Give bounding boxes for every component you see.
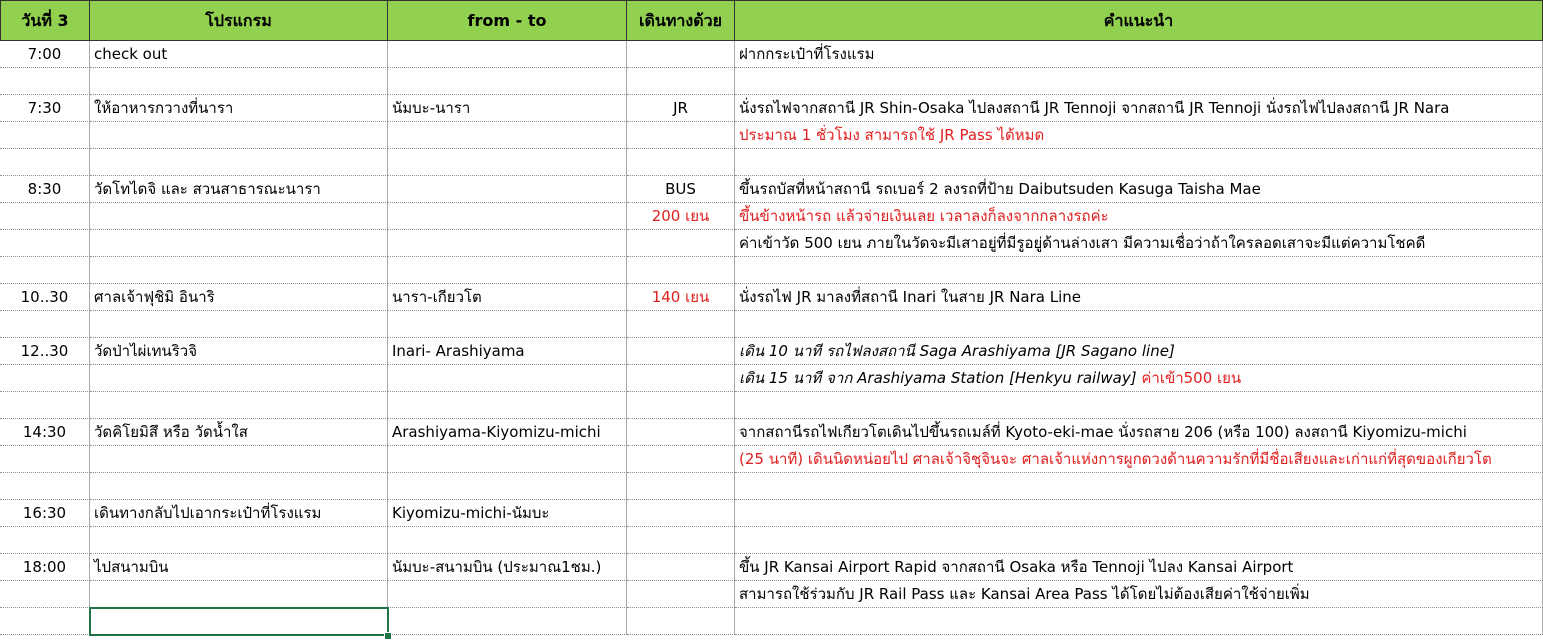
route-cell[interactable]	[388, 203, 627, 230]
table-row	[0, 527, 1543, 554]
route-cell[interactable]: Arashiyama-Kiyomizu-michi	[388, 419, 627, 446]
program-cell[interactable]	[90, 527, 388, 554]
advice-cell[interactable]	[735, 500, 1543, 527]
route-cell[interactable]	[388, 581, 627, 608]
advice-text: เดิน 10 นาที รถไฟลงสถานี Saga Arashiyama [JR Sagano line]	[739, 342, 1175, 360]
transport-cell[interactable]	[627, 149, 735, 176]
route-cell[interactable]: นัมบะ-นารา	[388, 95, 627, 122]
transport-cell[interactable]	[627, 122, 735, 149]
advice-text: นั่งรถไฟ JR มาลงที่สถานี Inari ในสาย JR Nara Line	[739, 288, 1082, 306]
advice-text: ประมาณ 1 ชั่วโมง สามารถใช้ JR Pass ได้หมด	[739, 126, 1045, 144]
advice-text: จากสถานีรถไฟเกียวโตเดินไปขึ้นรถเมล์ที่ Kyoto-eki-mae นั่งรถสาย 206 (หรือ 100) ลงสถานี Kiyomizu-michi	[739, 423, 1467, 441]
table-row	[0, 365, 1543, 392]
advice-text: (25 นาที) เดินนิดหน่อยไป ศาลเจ้าจิชุจินจะ ศาลเจ้าแห่งการผูกดวงด้านความรักที่มีชื่อเสียงและเก่าแก่ที่สุดของเกียวโต	[739, 450, 1492, 468]
advice-text: ฝากกระเป๋าที่โรงแรม	[739, 45, 875, 63]
advice-cell[interactable]	[735, 149, 1543, 176]
transport-cell[interactable]	[627, 608, 735, 635]
route-cell[interactable]: นัมบะ-สนามบิน (ประมาณ1ชม.)	[388, 554, 627, 581]
route-cell[interactable]	[388, 41, 627, 68]
table-row	[0, 473, 1543, 500]
time-cell[interactable]: 16:30	[0, 500, 90, 527]
time-cell[interactable]: 18:00	[0, 554, 90, 581]
program-cell[interactable]	[90, 257, 388, 284]
transport-cell[interactable]	[627, 257, 735, 284]
advice-text: ค่าเข้าวัด 500 เยน ภายในวัดจะมีเสาอยู่ที่มีรูอยู่ด้านล่างเสา มีความเชื่อว่าถ้าใครลอดเสาจะมีแต่ความโชคดี	[739, 234, 1426, 252]
program-cell[interactable]: ไปสนามบิน	[90, 554, 388, 581]
transport-cell[interactable]	[627, 41, 735, 68]
time-cell[interactable]	[0, 203, 90, 230]
route-cell[interactable]	[388, 230, 627, 257]
route-cell[interactable]	[388, 257, 627, 284]
transport-cell[interactable]	[627, 392, 735, 419]
route-cell[interactable]	[388, 176, 627, 203]
time-cell[interactable]	[0, 608, 90, 635]
route-cell[interactable]	[388, 608, 627, 635]
program-cell[interactable]	[90, 149, 388, 176]
advice-text: ขึ้นรถบัสที่หน้าสถานี รถเบอร์ 2 ลงรถที่ป้าย Daibutsuden Kasuga Taisha Mae	[739, 180, 1261, 198]
time-cell[interactable]	[0, 473, 90, 500]
time-cell[interactable]: 12..30	[0, 338, 90, 365]
advice-text: นั่งรถไฟจากสถานี JR Shin-Osaka ไปลงสถานี JR Tennoji จากสถานี JR Tennoji นั่งรถไฟไปลงสถานี JR Nara	[739, 99, 1450, 117]
advice-cell[interactable]	[735, 95, 1543, 122]
advice-cell[interactable]	[735, 203, 1543, 230]
advice-cell[interactable]	[735, 554, 1543, 581]
advice-text: สามารถใช้ร่วมกับ JR Rail Pass และ Kansai Area Pass ได้โดยไม่ต้องเสียค่าใช้จ่ายเพิ่ม	[739, 585, 1310, 603]
table-row	[0, 122, 1543, 149]
advice-cell[interactable]	[735, 68, 1543, 95]
table-row	[0, 95, 1543, 122]
route-cell[interactable]: นารา-เกียวโต	[388, 284, 627, 311]
advice-cell[interactable]	[735, 419, 1543, 446]
advice-cell[interactable]	[735, 311, 1543, 338]
transport-cell[interactable]: BUS	[627, 176, 735, 203]
advice-text: เดิน 15 นาที จาก Arashiyama Station [Henkyu railway]	[739, 369, 1137, 387]
time-cell[interactable]	[0, 257, 90, 284]
transport-cell[interactable]	[627, 554, 735, 581]
transport-cell[interactable]	[627, 338, 735, 365]
advice-cell[interactable]	[735, 176, 1543, 203]
table-row	[0, 176, 1543, 203]
program-cell[interactable]	[90, 365, 388, 392]
time-cell[interactable]	[0, 392, 90, 419]
program-cell[interactable]: วัดโทไดจิ และ สวนสาธารณะนารา	[90, 176, 388, 203]
table-row	[0, 203, 1543, 230]
program-cell[interactable]	[90, 203, 388, 230]
table-row	[0, 500, 1543, 527]
time-cell[interactable]: 7:30	[0, 95, 90, 122]
transport-cell[interactable]	[627, 473, 735, 500]
advice-cell[interactable]	[735, 392, 1543, 419]
time-cell[interactable]	[0, 149, 90, 176]
program-cell[interactable]: วัดป่าไผ่เทนริวจิ	[90, 338, 388, 365]
program-cell[interactable]	[90, 446, 388, 473]
time-cell[interactable]: 10..30	[0, 284, 90, 311]
time-cell[interactable]	[0, 311, 90, 338]
time-cell[interactable]: 7:00	[0, 41, 90, 68]
program-cell[interactable]	[90, 392, 388, 419]
time-cell[interactable]	[0, 122, 90, 149]
transport-cell[interactable]	[627, 581, 735, 608]
table-row	[0, 311, 1543, 338]
route-cell[interactable]	[388, 527, 627, 554]
program-cell[interactable]	[90, 473, 388, 500]
table-row	[0, 149, 1543, 176]
program-cell[interactable]: วัดคิโยมิสึ หรือ วัดน้ำใส	[90, 419, 388, 446]
advice-cell[interactable]	[735, 41, 1543, 68]
fill-handle[interactable]	[384, 632, 392, 640]
table-row	[0, 230, 1543, 257]
advice-cell[interactable]	[735, 608, 1543, 635]
time-cell[interactable]	[0, 527, 90, 554]
time-cell[interactable]	[0, 446, 90, 473]
advice-cell[interactable]	[735, 581, 1543, 608]
route-cell[interactable]	[388, 149, 627, 176]
time-cell[interactable]	[0, 230, 90, 257]
transport-cell[interactable]: 140 เยน	[627, 284, 735, 311]
advice-text: ขึ้น JR Kansai Airport Rapid จากสถานี Osaka หรือ Tennoji ไปลง Kansai Airport	[739, 558, 1294, 576]
program-cell[interactable]	[90, 68, 388, 95]
route-cell[interactable]: Kiyomizu-michi-นัมบะ	[388, 500, 627, 527]
advice-cell[interactable]	[735, 446, 1543, 473]
time-cell[interactable]	[0, 365, 90, 392]
table-row	[0, 41, 1543, 68]
advice-text: ขึ้นข้างหน้ารถ แล้วจ่ายเงินเลย เวลาลงก็ลงจากกลางรถค่ะ	[739, 207, 1109, 225]
table-row	[0, 392, 1543, 419]
time-cell[interactable]	[0, 68, 90, 95]
advice-cell[interactable]	[735, 365, 1543, 392]
advice-cell[interactable]	[735, 284, 1543, 311]
header-advice[interactable]: คำแนะนำ	[735, 0, 1543, 41]
cell-selection-border	[89, 607, 389, 636]
table-row	[0, 419, 1543, 446]
header-program[interactable]: โปรแกรม	[90, 0, 388, 41]
route-cell[interactable]	[388, 365, 627, 392]
transport-cell[interactable]	[627, 230, 735, 257]
time-cell[interactable]: 8:30	[0, 176, 90, 203]
advice-cell[interactable]	[735, 122, 1543, 149]
advice-cell[interactable]	[735, 338, 1543, 365]
program-cell[interactable]: ศาลเจ้าฟุชิมิ อินาริ	[90, 284, 388, 311]
header-day[interactable]: วันที่ 3	[0, 0, 90, 41]
program-cell[interactable]: ให้อาหารกวางที่นารา	[90, 95, 388, 122]
program-cell[interactable]	[90, 581, 388, 608]
advice-cell[interactable]	[735, 527, 1543, 554]
advice-cell[interactable]	[735, 473, 1543, 500]
transport-cell[interactable]	[627, 500, 735, 527]
route-cell[interactable]: Inari- Arashiyama	[388, 338, 627, 365]
transport-cell[interactable]	[627, 527, 735, 554]
transport-cell[interactable]	[627, 446, 735, 473]
transport-cell[interactable]: JR	[627, 95, 735, 122]
route-cell[interactable]	[388, 392, 627, 419]
table-row	[0, 338, 1543, 365]
route-cell[interactable]	[388, 473, 627, 500]
program-cell[interactable]	[90, 122, 388, 149]
program-cell[interactable]: check out	[90, 41, 388, 68]
header-from-to[interactable]: from - to	[388, 0, 627, 41]
program-cell[interactable]	[90, 230, 388, 257]
program-cell[interactable]	[90, 311, 388, 338]
advice-cell[interactable]	[735, 230, 1543, 257]
transport-cell[interactable]	[627, 68, 735, 95]
advice-cell[interactable]	[735, 257, 1543, 284]
program-cell[interactable]: เดินทางกลับไปเอากระเป๋าที่โรงแรม	[90, 500, 388, 527]
route-cell[interactable]	[388, 68, 627, 95]
time-cell[interactable]	[0, 581, 90, 608]
table-row	[0, 554, 1543, 581]
table-row	[0, 257, 1543, 284]
route-cell[interactable]	[388, 311, 627, 338]
header-transport[interactable]: เดินทางด้วย	[627, 0, 735, 41]
route-cell[interactable]	[388, 446, 627, 473]
header-row	[0, 0, 1543, 30]
transport-cell[interactable]	[627, 365, 735, 392]
transport-cell[interactable]	[627, 419, 735, 446]
transport-cell[interactable]	[627, 311, 735, 338]
route-cell[interactable]	[388, 122, 627, 149]
table-row	[0, 446, 1543, 473]
transport-cell[interactable]: 200 เยน	[627, 203, 735, 230]
table-row	[0, 284, 1543, 311]
advice-extra-text: ค่าเข้า500 เยน	[1141, 369, 1242, 387]
table-row	[0, 581, 1543, 608]
table-row	[0, 68, 1543, 95]
time-cell[interactable]: 14:30	[0, 419, 90, 446]
